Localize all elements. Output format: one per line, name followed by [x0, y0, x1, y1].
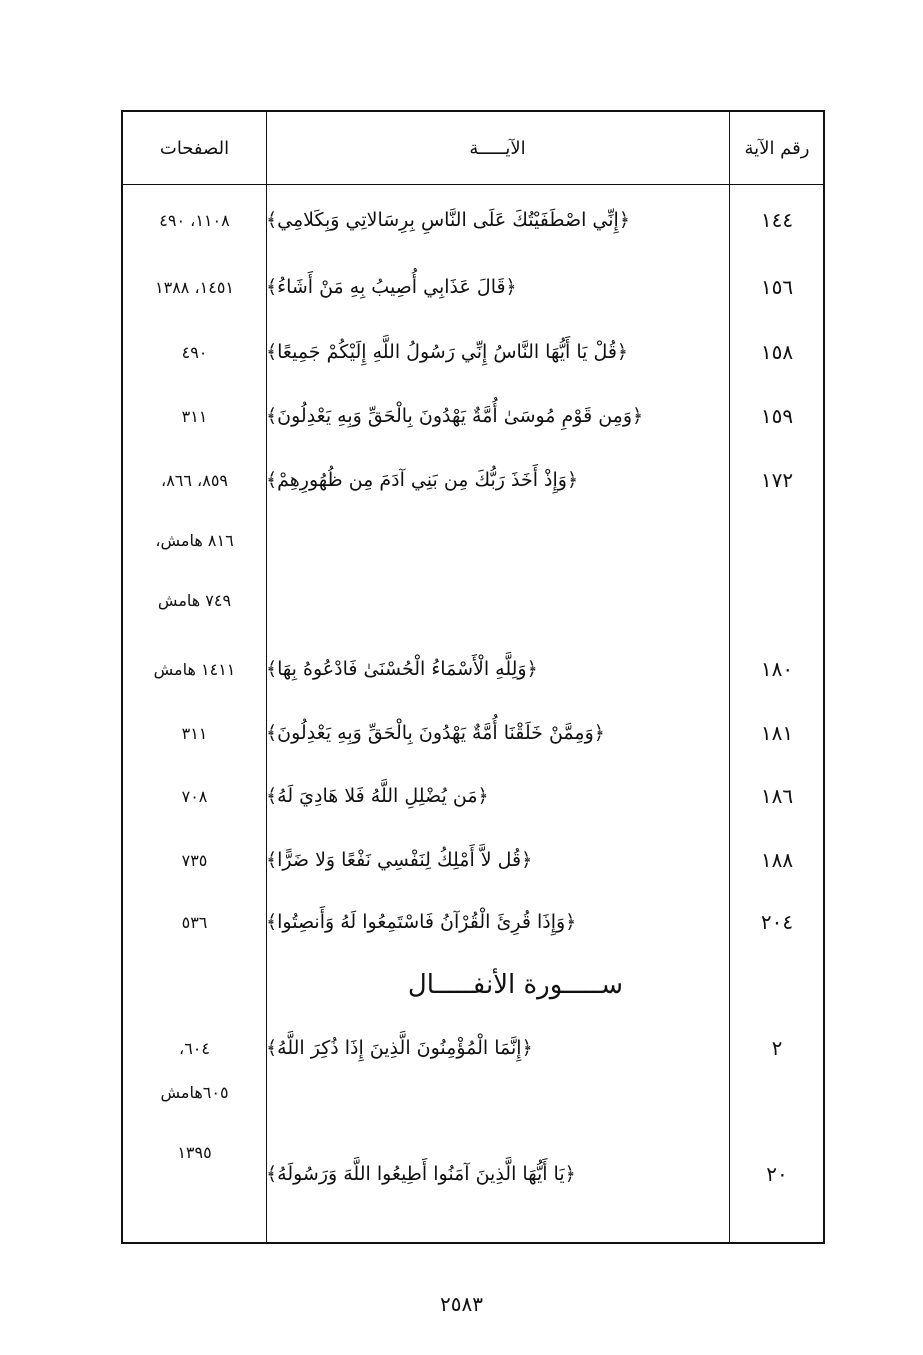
- page-refs: ٣١١: [181, 406, 208, 426]
- page-refs: ١٤١١ هامش: [153, 659, 236, 679]
- page-refs: ١١٠٨، ٤٩٠: [159, 210, 230, 230]
- ayah-number: ١٥٩: [760, 404, 794, 428]
- ayah-number: ٢: [771, 1036, 783, 1060]
- ayah-text: ﴿وَمِن قَوْمِ مُوسَىٰ أُمَّةٌ يَهْدُونَ بِالْحَقِّ وَبِهِ يَعْدِلُونَ﴾: [266, 405, 644, 427]
- table-row: [123, 460, 823, 500]
- table-row: [123, 649, 823, 689]
- page-number: ٢٥٨٣: [440, 1292, 483, 1316]
- ayah-number: ٢٠٤: [760, 910, 794, 934]
- ayah-text: ﴿يَا أَيُّهَا الَّذِينَ آمَنُوا أَطِيعُوا اللَّهَ وَرَسُولَهُ﴾: [266, 1163, 576, 1185]
- table-row: [123, 1154, 823, 1194]
- table-row: [123, 713, 823, 753]
- header-ayah: الآيـــــة: [469, 137, 526, 159]
- table-row: [123, 580, 823, 620]
- surah-heading: ســـــورة الأنفـــــال: [407, 970, 623, 1000]
- page-refs: ٧٠٨: [181, 786, 208, 806]
- page-refs: ١٣٩٥: [177, 1142, 212, 1162]
- ayah-text: ﴿قُل لاَّ أَمْلِكُ لِنَفْسِي نَفْعًا وَلا ضَرًّا﴾: [266, 849, 533, 871]
- page-refs: ٧٤٩ هامش: [157, 590, 232, 610]
- ayah-number: ١٨١: [760, 721, 794, 745]
- table-row: [123, 267, 823, 307]
- table-row: [123, 902, 823, 942]
- table-row: [123, 520, 823, 560]
- ayah-number: ١٨٠: [760, 657, 794, 681]
- ayah-text: ﴿وَإِذَا قُرِئَ الْقُرْآنُ فَاسْتَمِعُوا لَهُ وَأَنصِتُوا﴾: [266, 911, 577, 933]
- page-refs: ٨٥٩، ٨٦٦،: [161, 470, 228, 490]
- page-refs: ٤٩٠: [181, 342, 208, 362]
- ayah-number: ١٥٨: [760, 340, 794, 364]
- page-refs: ٣١١: [181, 723, 208, 743]
- ayah-text: ﴿وَلِلَّهِ الْأَسْمَاءُ الْحُسْنَىٰ فَادْعُوهُ بِهَا﴾: [266, 658, 538, 680]
- table-row: [123, 1028, 823, 1068]
- table-row: [123, 396, 823, 436]
- table-row: [123, 1072, 823, 1112]
- header-ayah-number: رقم الآية: [744, 137, 810, 159]
- page-refs: ٧٣٥: [181, 850, 208, 870]
- ayah-text: ﴿إِنَّمَا الْمُؤْمِنُونَ الَّذِينَ إِذَا ذُكِرَ اللَّهُ﴾: [266, 1037, 533, 1059]
- index-table: [121, 110, 825, 1244]
- ayah-number: ١٥٦: [760, 275, 794, 299]
- page-refs: ٥٣٦: [181, 912, 208, 932]
- ayah-number: ٢٠: [766, 1162, 788, 1186]
- header-pages: الصفحات: [159, 137, 230, 159]
- page-refs: ٦٠٥هامش: [160, 1082, 229, 1102]
- ayah-text: ﴿وَمِمَّنْ خَلَقْنَا أُمَّةٌ يَهْدُونَ بِالْحَقِّ وَبِهِ يَعْدِلُونَ﴾: [266, 722, 605, 744]
- ayah-number: ١٨٦: [760, 784, 794, 808]
- header-divider: [123, 184, 823, 185]
- table-row: [123, 776, 823, 816]
- table-row: [123, 200, 823, 240]
- page-refs: ٨١٦ هامش،: [155, 530, 234, 550]
- ayah-number: ١٨٨: [760, 848, 794, 872]
- ayah-number: ١٤٤: [760, 208, 794, 232]
- ayah-number: ١٧٢: [760, 468, 794, 492]
- table-row: [123, 332, 823, 372]
- page-refs: ١٤٥١، ١٣٨٨: [155, 277, 234, 297]
- ayah-text: ﴿مَن يُضْلِلِ اللَّهُ فَلا هَادِيَ لَهُ﴾: [266, 785, 489, 807]
- ayah-text: ﴿قُلْ يَا أَيُّهَا النَّاسُ إِنِّي رَسُولُ اللَّهِ إِلَيْكُمْ جَمِيعًا﴾: [266, 341, 629, 363]
- table-row: [123, 840, 823, 880]
- ayah-text: ﴿قَالَ عَذَابِي أُصِيبُ بِهِ مَنْ أَشَاءُ﴾: [266, 276, 517, 298]
- ayah-text: ﴿وَإِذْ أَخَذَ رَبُّكَ مِن بَنِي آدَمَ مِن ظُهُورِهِمْ﴾: [266, 469, 579, 491]
- ayah-text: ﴿إِنِّي اصْطَفَيْتُكَ عَلَى النَّاسِ بِرِسَالاتِي وَبِكَلامِي﴾: [266, 209, 630, 231]
- page-refs: ٦٠٤،: [179, 1038, 210, 1058]
